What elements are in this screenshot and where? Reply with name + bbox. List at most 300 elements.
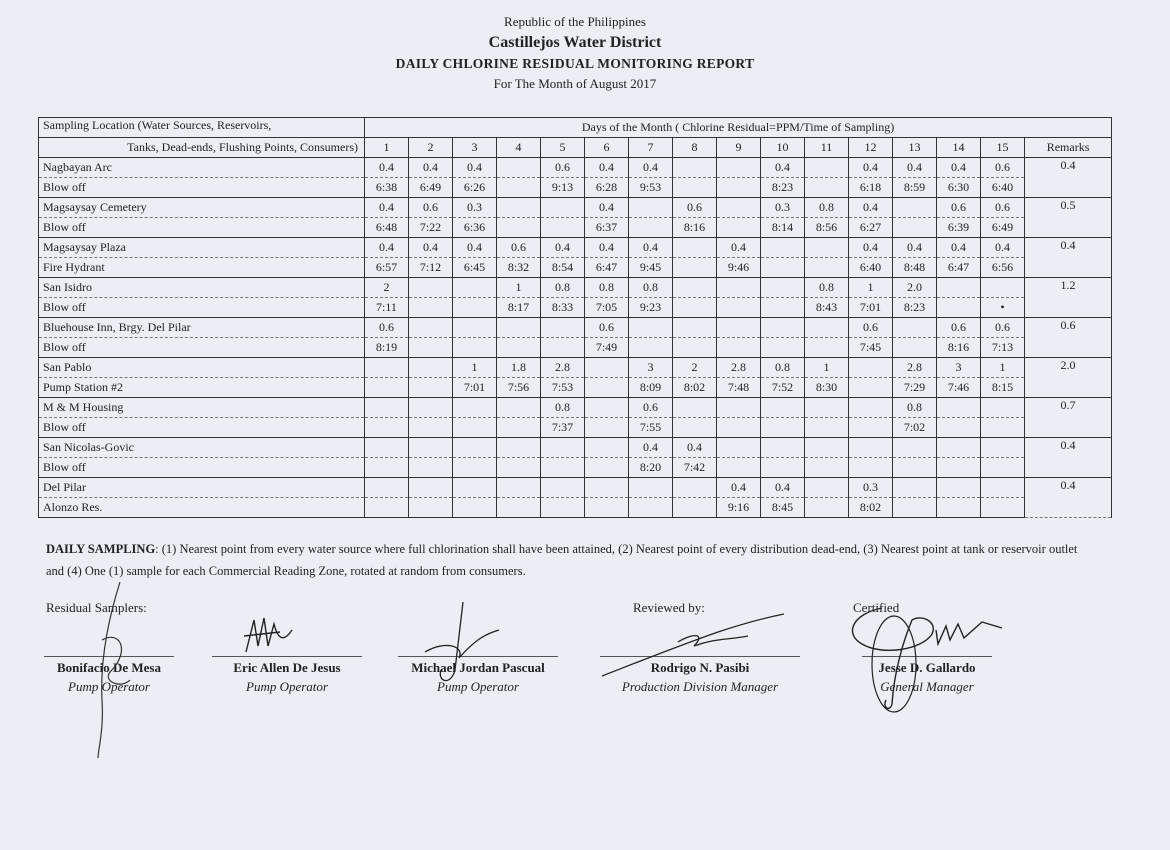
time-cell: 6:27	[849, 218, 893, 238]
time-cell: 9:46	[717, 258, 761, 278]
ppm-cell: 0.4	[541, 238, 585, 258]
remark-cell: 0.5	[1025, 198, 1112, 238]
ppm-cell: 2	[365, 278, 409, 298]
table-row	[39, 298, 1112, 318]
time-cell	[453, 458, 497, 478]
report-month: For The Month of August 2017	[493, 76, 657, 91]
time-cell: 6:48	[365, 218, 409, 238]
time-cell	[937, 418, 981, 438]
time-cell: 7:01	[453, 378, 497, 398]
ppm-cell: 0.8	[541, 398, 585, 418]
time-cell: 8:23	[893, 298, 937, 318]
ppm-cell	[805, 438, 849, 458]
time-cell: 6:37	[585, 218, 629, 238]
remarks-header: Remarks	[1025, 138, 1112, 158]
ppm-cell	[585, 358, 629, 378]
day-header: 1	[365, 138, 409, 158]
samplers-label: Residual Samplers:	[46, 600, 147, 615]
table-row	[39, 218, 1112, 238]
location-name: San Pablo	[39, 358, 365, 378]
time-cell: 7:29	[893, 378, 937, 398]
ppm-cell	[937, 478, 981, 498]
day-header: 7	[629, 138, 673, 158]
time-cell	[717, 418, 761, 438]
time-cell	[497, 498, 541, 518]
time-cell	[805, 418, 849, 438]
time-cell: 6:45	[453, 258, 497, 278]
signature-scrawl-2	[240, 612, 300, 658]
ppm-cell: 0.8	[629, 278, 673, 298]
time-cell	[409, 418, 453, 438]
time-cell: 6:40	[849, 258, 893, 278]
remark-cell: 1.2	[1025, 278, 1112, 318]
time-cell	[365, 378, 409, 398]
ppm-cell: 0.4	[849, 158, 893, 178]
time-cell: 8:20	[629, 458, 673, 478]
ppm-cell	[585, 398, 629, 418]
table-row	[39, 358, 1112, 378]
ppm-cell	[453, 398, 497, 418]
ppm-cell: 0.4	[629, 158, 673, 178]
report-title: DAILY CHLORINE RESIDUAL MONITORING REPORT	[395, 56, 755, 71]
ppm-cell: 0.8	[761, 358, 805, 378]
time-cell: 6:40	[981, 178, 1025, 198]
ppm-cell	[981, 438, 1025, 458]
location-name: San Isidro	[39, 278, 365, 298]
notes-text: : (1) Nearest point from every water source where full chlorination shall have been attained, (2) Nearest point of every distribution dead-end, (3) Nearest point at tank or reservoir outlet and (4) One (1) sample for each Commercial Reading Zone, rotated at random from consumers.	[46, 542, 1078, 578]
ppm-cell: 0.6	[981, 198, 1025, 218]
day-header: 12	[849, 138, 893, 158]
ppm-cell: 0.4	[365, 238, 409, 258]
ppm-cell	[717, 438, 761, 458]
time-cell	[629, 218, 673, 238]
ppm-cell: 0.6	[981, 318, 1025, 338]
location-name: Bluehouse Inn, Brgy. Del Pilar	[39, 318, 365, 338]
ppm-cell	[365, 438, 409, 458]
time-cell	[673, 418, 717, 438]
ppm-cell: 1	[453, 358, 497, 378]
ppm-cell	[409, 398, 453, 418]
time-cell: 7:02	[893, 418, 937, 438]
ppm-cell: 0.6	[673, 198, 717, 218]
ppm-cell	[761, 438, 805, 458]
day-header: 5	[541, 138, 585, 158]
time-cell	[629, 338, 673, 358]
ppm-cell	[981, 478, 1025, 498]
time-cell: 8:16	[673, 218, 717, 238]
ppm-cell: 0.6	[937, 198, 981, 218]
remark-cell: 0.6	[1025, 318, 1112, 358]
time-cell: 9:45	[629, 258, 673, 278]
ppm-cell	[541, 198, 585, 218]
ppm-cell	[629, 318, 673, 338]
ppm-cell	[717, 158, 761, 178]
time-cell	[409, 338, 453, 358]
day-header: 8	[673, 138, 717, 158]
location-name: San Nicolas-Govic	[39, 438, 365, 458]
table-row	[39, 238, 1112, 258]
remark-cell: 2.0	[1025, 358, 1112, 398]
time-cell	[497, 218, 541, 238]
ppm-cell: 0.8	[805, 198, 849, 218]
ppm-cell: 0.4	[717, 478, 761, 498]
time-cell: 9:13	[541, 178, 585, 198]
ppm-cell: 0.6	[981, 158, 1025, 178]
ppm-cell: 3	[629, 358, 673, 378]
time-cell: 8:02	[849, 498, 893, 518]
ppm-cell	[761, 318, 805, 338]
ppm-cell: 0.4	[365, 198, 409, 218]
time-cell: 7:49	[585, 338, 629, 358]
table-row	[39, 178, 1112, 198]
signatory-name: Eric Allen De Jesus	[233, 660, 341, 675]
ppm-cell: 0.3	[761, 198, 805, 218]
ppm-cell: 0.4	[673, 438, 717, 458]
time-cell	[409, 298, 453, 318]
remark-cell: 0.4	[1025, 238, 1112, 278]
time-cell	[849, 458, 893, 478]
ppm-cell: 1	[805, 358, 849, 378]
signature-scrawl-1	[90, 580, 150, 760]
time-cell: 7:52	[761, 378, 805, 398]
table-row	[39, 198, 1112, 218]
time-cell	[805, 498, 849, 518]
time-cell: 6:47	[937, 258, 981, 278]
time-cell: 6:30	[937, 178, 981, 198]
location-type: Pump Station #2	[39, 378, 365, 398]
location-type: Fire Hydrant	[39, 258, 365, 278]
ppm-cell	[629, 198, 673, 218]
ppm-cell: 0.4	[629, 438, 673, 458]
ppm-cell	[453, 318, 497, 338]
day-header: 11	[805, 138, 849, 158]
time-cell: 8:17	[497, 298, 541, 318]
location-type: Blow off	[39, 218, 365, 238]
ppm-cell	[717, 398, 761, 418]
ppm-cell	[673, 158, 717, 178]
ppm-cell: 0.6	[365, 318, 409, 338]
time-cell: 8:14	[761, 218, 805, 238]
reviewed-label: Reviewed by:	[633, 600, 705, 615]
ppm-cell: 0.4	[937, 158, 981, 178]
time-cell: 8:09	[629, 378, 673, 398]
ppm-cell: 0.4	[717, 238, 761, 258]
time-cell: 6:18	[849, 178, 893, 198]
time-cell: 7:45	[849, 338, 893, 358]
time-cell: 7:01	[849, 298, 893, 318]
location-name: M & M Housing	[39, 398, 365, 418]
time-cell	[893, 218, 937, 238]
table-row	[39, 338, 1112, 358]
time-cell	[453, 418, 497, 438]
ppm-cell	[497, 198, 541, 218]
time-cell	[981, 418, 1025, 438]
location-type: Blow off	[39, 178, 365, 198]
time-cell: 7:53	[541, 378, 585, 398]
time-cell: 8:19	[365, 338, 409, 358]
ppm-cell	[717, 198, 761, 218]
time-cell: 6:49	[409, 178, 453, 198]
ppm-cell	[541, 478, 585, 498]
ppm-cell	[365, 398, 409, 418]
time-cell	[761, 258, 805, 278]
ppm-cell: 2	[673, 358, 717, 378]
time-cell	[893, 338, 937, 358]
ppm-cell: 0.4	[981, 238, 1025, 258]
time-cell: 9:53	[629, 178, 673, 198]
location-name: Nagbayan Arc	[39, 158, 365, 178]
ppm-cell: 0.4	[453, 238, 497, 258]
table-row	[39, 418, 1112, 438]
ppm-cell	[805, 318, 849, 338]
ppm-cell: 0.4	[365, 158, 409, 178]
time-cell	[585, 378, 629, 398]
ppm-cell	[849, 358, 893, 378]
table-row	[39, 318, 1112, 338]
ppm-cell	[673, 278, 717, 298]
time-cell: 8:54	[541, 258, 585, 278]
ppm-cell: 0.4	[761, 478, 805, 498]
location-type: Blow off	[39, 298, 365, 318]
time-cell	[717, 338, 761, 358]
time-cell	[981, 458, 1025, 478]
signature-scrawl-5	[842, 604, 1012, 714]
time-cell	[541, 498, 585, 518]
ppm-cell: 1	[849, 278, 893, 298]
table-row	[39, 158, 1112, 178]
ppm-cell	[893, 438, 937, 458]
time-cell: 8:23	[761, 178, 805, 198]
ppm-cell	[673, 318, 717, 338]
time-cell	[805, 258, 849, 278]
time-cell	[409, 378, 453, 398]
ppm-cell: 0.4	[453, 158, 497, 178]
ppm-cell	[585, 438, 629, 458]
time-cell	[453, 298, 497, 318]
ppm-cell	[673, 238, 717, 258]
ppm-cell: 0.6	[409, 198, 453, 218]
remark-cell: 0.7	[1025, 398, 1112, 438]
ppm-cell: 0.4	[585, 198, 629, 218]
table-row	[39, 398, 1112, 418]
time-cell: 6:36	[453, 218, 497, 238]
ppm-cell: 0.3	[849, 478, 893, 498]
ppm-cell	[937, 278, 981, 298]
time-cell	[673, 298, 717, 318]
location-type: Alonzo Res.	[39, 498, 365, 518]
ppm-cell	[409, 438, 453, 458]
time-cell	[585, 498, 629, 518]
ppm-cell	[453, 278, 497, 298]
day-header: 13	[893, 138, 937, 158]
ppm-cell: 0.6	[849, 318, 893, 338]
time-cell	[849, 418, 893, 438]
time-cell	[717, 458, 761, 478]
ppm-cell: 0.6	[541, 158, 585, 178]
ppm-cell: 0.4	[849, 238, 893, 258]
ppm-cell: 0.4	[761, 158, 805, 178]
signatory-role: Production Division Manager	[621, 679, 779, 694]
ppm-cell: 0.4	[937, 238, 981, 258]
ppm-cell	[937, 438, 981, 458]
signature-scrawl-4	[598, 612, 788, 682]
ppm-cell	[453, 478, 497, 498]
ppm-cell	[805, 478, 849, 498]
ppm-cell	[805, 158, 849, 178]
time-cell: 7:22	[409, 218, 453, 238]
ppm-cell: 0.6	[497, 238, 541, 258]
time-cell: 8:32	[497, 258, 541, 278]
time-cell	[717, 178, 761, 198]
table-row	[39, 258, 1112, 278]
ppm-cell	[717, 318, 761, 338]
day-header: 4	[497, 138, 541, 158]
time-cell: 7:55	[629, 418, 673, 438]
ppm-cell	[629, 478, 673, 498]
ppm-cell	[497, 318, 541, 338]
table-row	[39, 458, 1112, 478]
table-row	[39, 438, 1112, 458]
time-cell	[673, 178, 717, 198]
time-cell: 7:05	[585, 298, 629, 318]
ppm-cell	[893, 478, 937, 498]
time-cell	[409, 458, 453, 478]
time-cell	[937, 498, 981, 518]
location-type: Blow off	[39, 418, 365, 438]
time-cell	[805, 338, 849, 358]
time-cell	[937, 458, 981, 478]
table-row	[39, 378, 1112, 398]
ppm-cell	[849, 398, 893, 418]
time-cell	[761, 298, 805, 318]
signatory-role: Pump Operator	[68, 679, 150, 694]
time-cell: 7:11	[365, 298, 409, 318]
location-type: Blow off	[39, 338, 365, 358]
time-cell	[541, 338, 585, 358]
day-header: 10	[761, 138, 805, 158]
signatory-name: Jesse D. Gallardo	[878, 660, 976, 675]
ppm-cell	[409, 358, 453, 378]
signatory-role: Pump Operator	[246, 679, 328, 694]
time-cell	[453, 498, 497, 518]
ppm-cell	[761, 238, 805, 258]
time-cell: 7:12	[409, 258, 453, 278]
signatory-name: Rodrigo N. Pasibi	[650, 660, 750, 675]
ppm-cell	[497, 158, 541, 178]
ppm-cell: 1.8	[497, 358, 541, 378]
time-cell	[453, 338, 497, 358]
ppm-cell	[805, 398, 849, 418]
day-header: 6	[585, 138, 629, 158]
signatory-role: General Manager	[880, 679, 974, 694]
time-cell	[541, 218, 585, 238]
ppm-cell: 0.8	[541, 278, 585, 298]
time-cell: 6:26	[453, 178, 497, 198]
ppm-cell: 0.4	[893, 158, 937, 178]
ppm-cell: 1	[497, 278, 541, 298]
remark-cell: 0.4	[1025, 438, 1112, 478]
day-header: 2	[409, 138, 453, 158]
table-row	[39, 278, 1112, 298]
time-cell	[365, 418, 409, 438]
time-cell: 7:13	[981, 338, 1025, 358]
location-name: Magsaysay Cemetery	[39, 198, 365, 218]
ppm-cell: 2.8	[541, 358, 585, 378]
time-cell: 8:33	[541, 298, 585, 318]
time-cell	[629, 498, 673, 518]
days-header: Days of the Month ( Chlorine Residual=PPM/Time of Sampling)	[365, 118, 1112, 138]
time-cell: 7:48	[717, 378, 761, 398]
ppm-cell	[453, 438, 497, 458]
time-cell: 7:56	[497, 378, 541, 398]
time-cell	[497, 418, 541, 438]
ppm-cell	[761, 398, 805, 418]
ppm-cell: 2.8	[893, 358, 937, 378]
time-cell	[761, 458, 805, 478]
chlorine-residual-table	[38, 117, 1112, 518]
sampling-notes	[46, 538, 1086, 582]
table-row	[39, 498, 1112, 518]
time-cell: 8:56	[805, 218, 849, 238]
time-cell	[497, 178, 541, 198]
table-row	[39, 478, 1112, 498]
time-cell	[585, 458, 629, 478]
ppm-cell: 0.8	[805, 278, 849, 298]
ppm-cell	[585, 478, 629, 498]
ppm-cell	[673, 478, 717, 498]
time-cell: 6:38	[365, 178, 409, 198]
time-cell	[805, 458, 849, 478]
time-cell	[893, 458, 937, 478]
time-cell: 7:42	[673, 458, 717, 478]
ppm-cell	[365, 478, 409, 498]
time-cell: 7:37	[541, 418, 585, 438]
time-cell	[893, 498, 937, 518]
time-cell	[981, 498, 1025, 518]
time-cell	[497, 458, 541, 478]
ppm-cell	[717, 278, 761, 298]
district-name: Castillejos Water District	[488, 34, 662, 51]
time-cell	[761, 338, 805, 358]
signature-block-2	[212, 656, 362, 695]
time-cell: 8:15	[981, 378, 1025, 398]
ppm-cell	[541, 438, 585, 458]
time-cell	[673, 338, 717, 358]
ppm-cell: 0.4	[585, 238, 629, 258]
time-cell: 6:47	[585, 258, 629, 278]
ppm-cell: 0.4	[629, 238, 673, 258]
ppm-cell	[365, 358, 409, 378]
time-cell: 9:16	[717, 498, 761, 518]
time-cell: 7:46	[937, 378, 981, 398]
ppm-cell	[893, 318, 937, 338]
ppm-cell	[409, 278, 453, 298]
time-cell	[673, 258, 717, 278]
location-header-line1: Sampling Location (Water Sources, Reservoirs,	[39, 118, 365, 138]
time-cell	[761, 418, 805, 438]
ppm-cell	[805, 238, 849, 258]
location-type: Blow off	[39, 458, 365, 478]
location-name: Del Pilar	[39, 478, 365, 498]
signature-scrawl-3	[415, 600, 505, 690]
time-cell	[365, 498, 409, 518]
certified-label: Certified	[853, 600, 900, 615]
ppm-cell: 0.6	[629, 398, 673, 418]
time-cell: 8:48	[893, 258, 937, 278]
ppm-cell	[849, 438, 893, 458]
ppm-cell: 0.4	[893, 238, 937, 258]
signatory-name: Michael Jordan Pascual	[411, 660, 545, 675]
